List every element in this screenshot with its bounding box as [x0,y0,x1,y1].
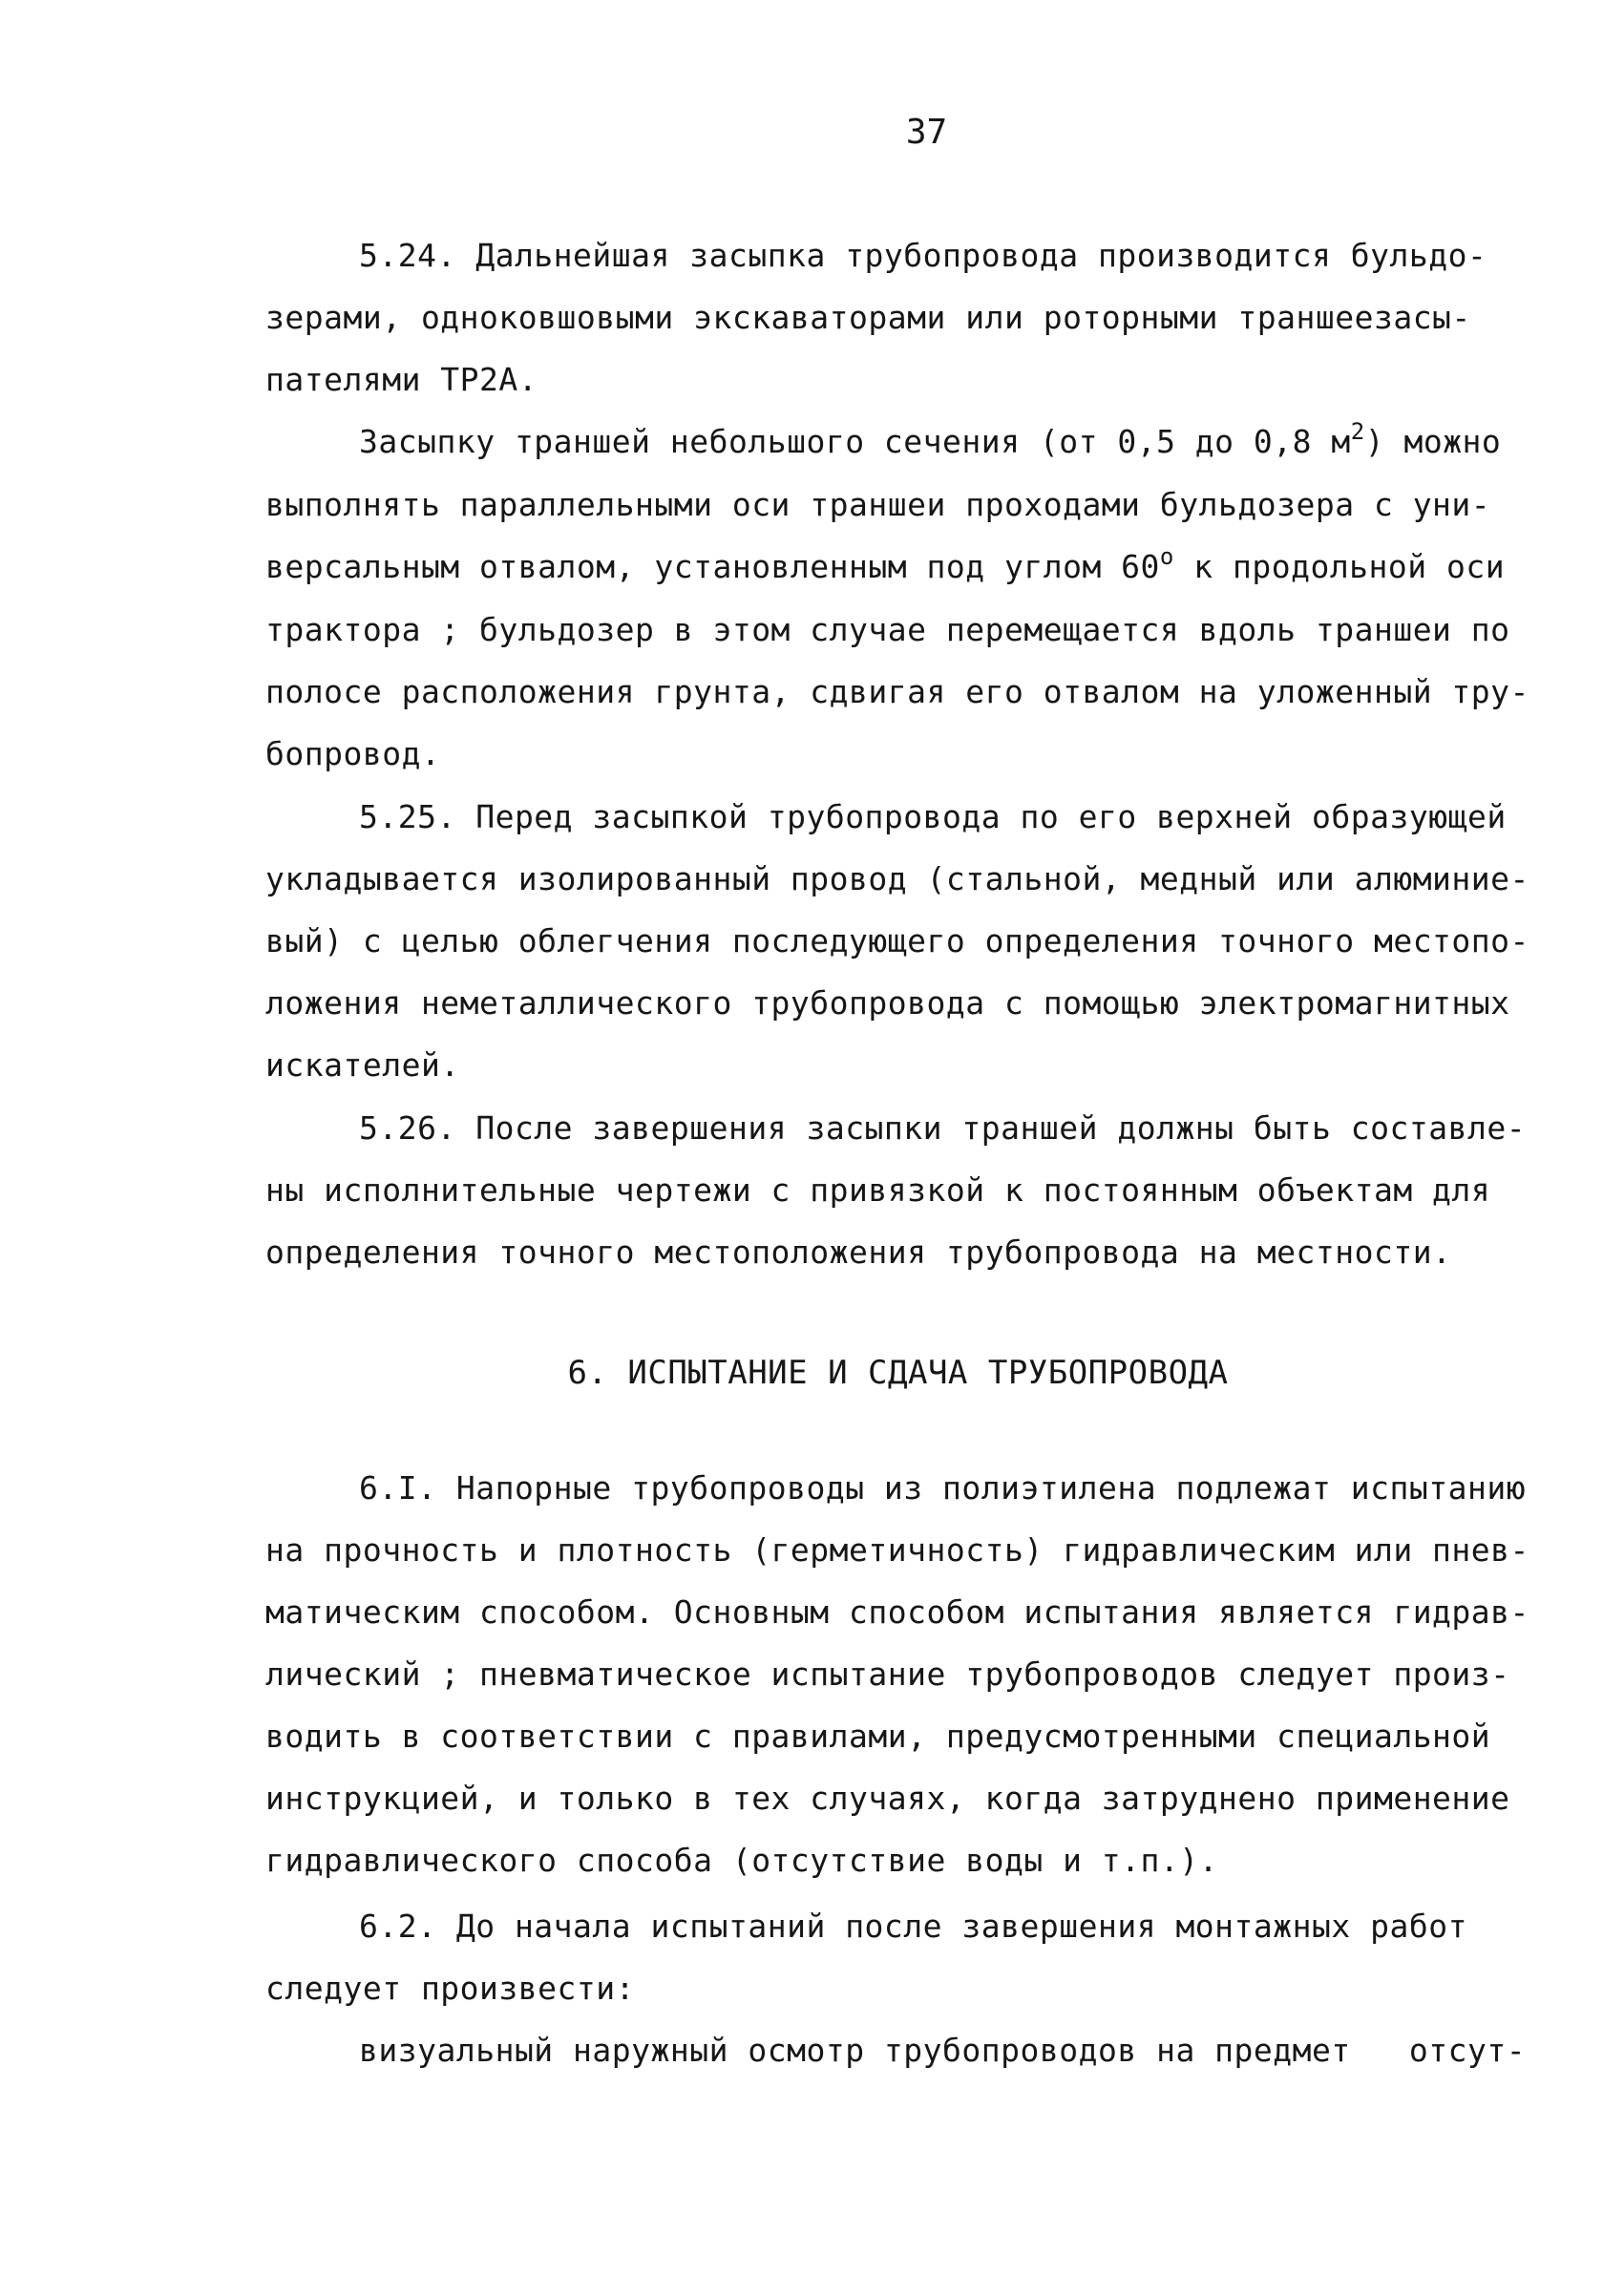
text-line: матическим способом. Основным способом испытания является гидрав- [265,1593,1529,1631]
text-line: 6.I. Напорные трубопроводы из полиэтилена подлежат испытанию [359,1469,1527,1507]
superscript: 2 [1350,418,1365,445]
text-line: лический ; пневматическое испытание трубопроводов следует произ- [265,1655,1510,1693]
text-line: вый) с целью облегчения последующего определения точного местопо- [265,922,1529,959]
text-line: водить в соответствии с правилами, предусмотренными специальной [265,1718,1491,1755]
text-fragment: версальным отвалом, установленным под углом 60 [265,548,1160,585]
text-line: ложения неметаллического трубопровода с помощью электромагнитных [265,984,1510,1022]
text-line: следует произвести: [265,1970,635,2007]
text-line: на прочность и плотность (герметичность) гидравлическим или пнев- [265,1531,1529,1569]
text-line: 5.25. Перед засыпкой трубопровода по его верхней образующей [359,798,1507,835]
text-fragment: ) можно [1364,423,1502,460]
superscript: о [1159,543,1174,570]
text-line: 5.26. После завершения засыпки траншей должны быть составле- [359,1109,1527,1147]
text-line: ны исполнительные чертежи с привязкой к постоянным объектам для [265,1171,1491,1209]
text-fragment: Засыпку траншей небольшого сечения (от 0,5 до 0,8 м [359,423,1351,460]
page-number: 37 [905,113,948,152]
text-line: полосе расположения грунта, сдвигая его отвалом на уложенный тру- [265,673,1529,710]
text-line: трактора ; бульдозер в этом случае перемещается вдоль траншеи по [265,611,1510,648]
text-line [265,543,1506,586]
text-line: визуальный наружный осмотр трубопроводов на предмет отсут- [359,2032,1527,2069]
text-line: зерами, одноковшовыми экскаваторами или роторными траншеезасы- [265,299,1471,336]
text-line: 5.24. Дальнейшая засыпка трубопровода производится бульдо- [359,237,1487,274]
text-line [359,418,1502,461]
text-line: определения точного местоположения трубопровода на местности. [265,1233,1452,1271]
text-line: укладывается изолированный провод (стальной, медный или алюминие- [265,860,1529,897]
text-line: бопровод. [265,735,441,772]
text-line: пателями ТР2А. [265,361,538,398]
text-fragment: к продольной оси [1173,548,1506,585]
text-line: инструкцией, и только в тех случаях, когда затруднено применение [265,1780,1510,1817]
text-line: 6.2. До начала испытаний после завершения монтажных работ [359,1908,1467,1945]
text-line: выполнять параллельными оси траншеи проходами бульдозера с уни- [265,486,1491,523]
text-line: искателей. [265,1046,460,1084]
text-line: гидравлического способа (отсутствие воды и т.п.). [265,1842,1219,1879]
section-heading: 6. ИСПЫТАНИЕ И СДАЧА ТРУБОПРОВОДА [567,1354,1229,1392]
